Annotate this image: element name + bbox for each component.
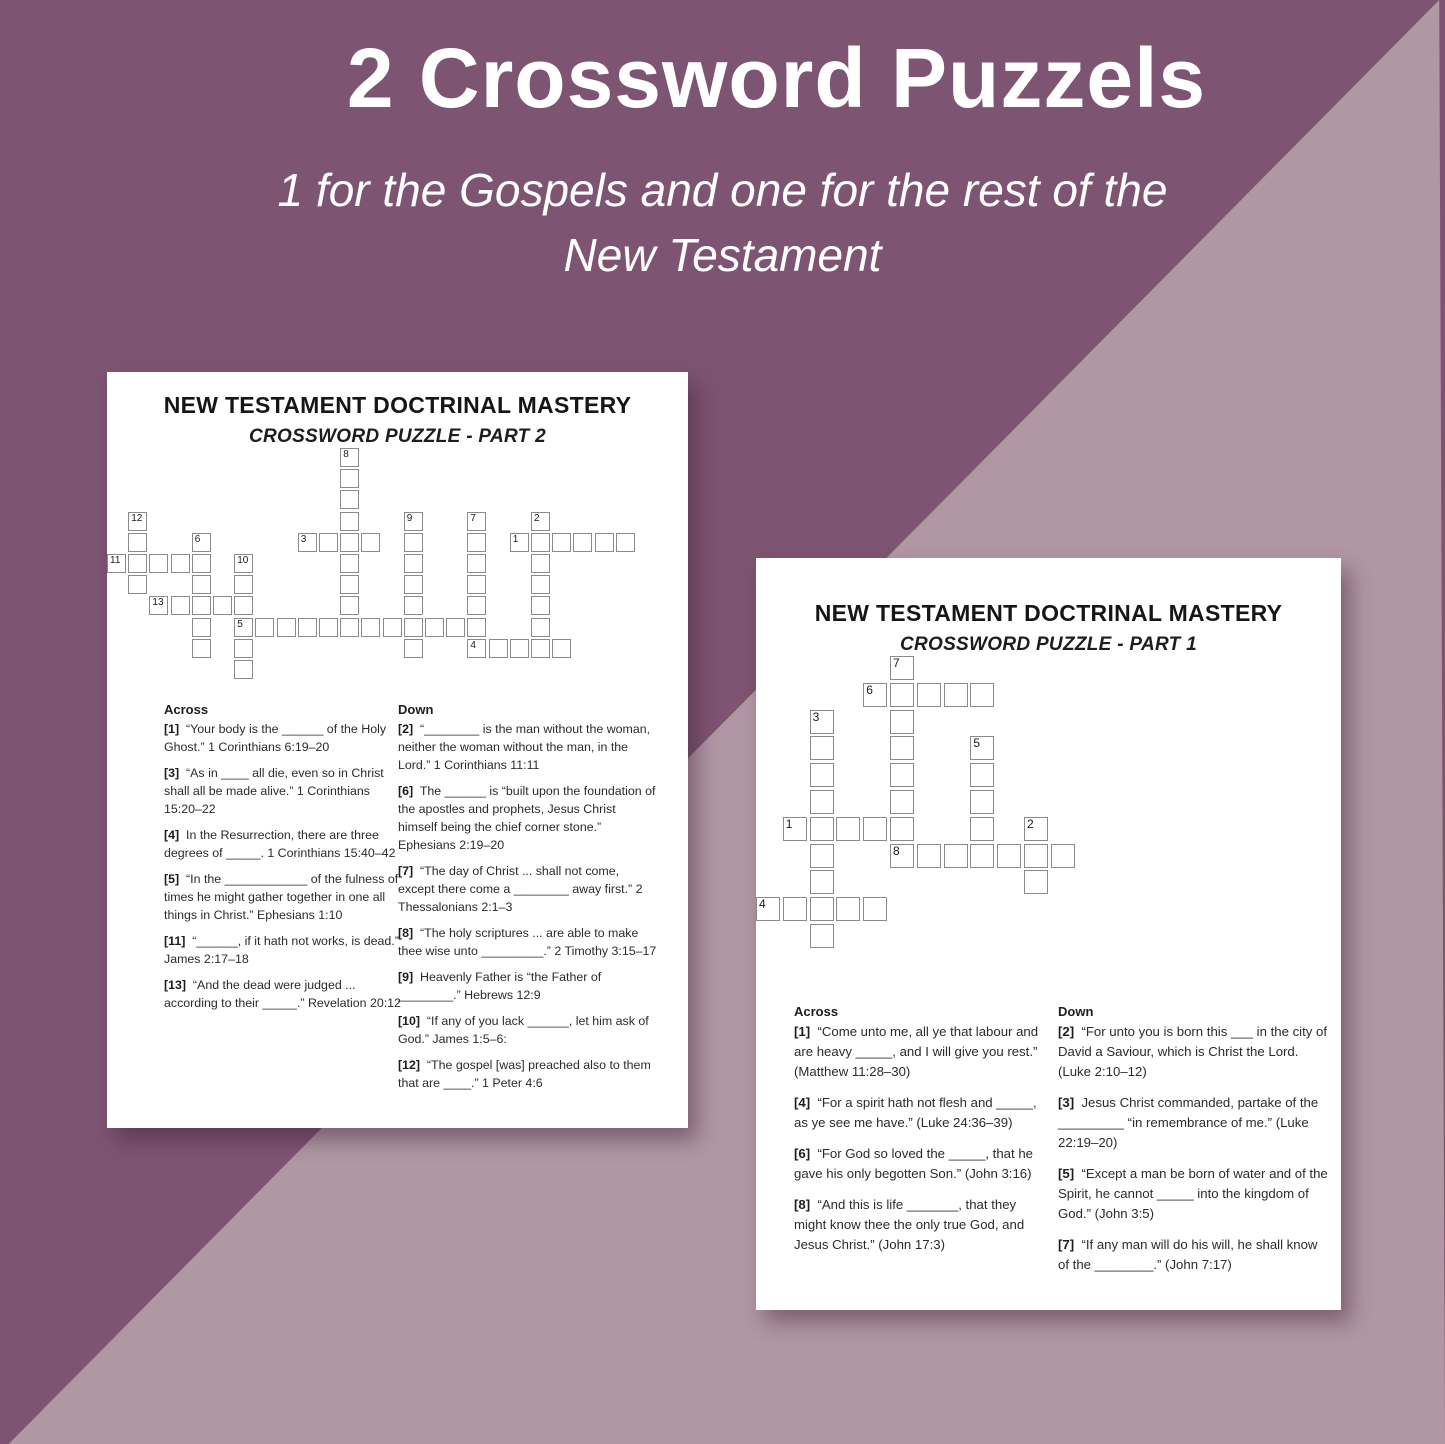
clue-text: In the Resurrection, there are three degrees of _____. 1 Corinthians 15:40–42: [164, 828, 396, 860]
grid-cell: [340, 469, 359, 488]
down-header: Down: [1058, 1004, 1094, 1019]
clue-item: [1058, 1093, 1330, 1153]
clue-item: [164, 870, 402, 924]
grid-cell: [836, 817, 860, 841]
cell-number: 1: [512, 533, 519, 545]
cell-number: 8: [893, 843, 900, 858]
clue-number: [5]: [164, 872, 180, 886]
grid-cell: [298, 618, 317, 637]
clue-item: [398, 862, 658, 916]
worksheet-page-part2: [107, 372, 688, 1128]
clue-item: [398, 924, 658, 960]
grid-cell: [128, 533, 147, 552]
grid-cell: [890, 683, 914, 707]
grid-cell: [810, 763, 834, 787]
grid-cell: [319, 618, 338, 637]
clue-number: [5]: [1058, 1166, 1075, 1181]
cell-number: 4: [470, 639, 476, 651]
grid-cell: [783, 817, 807, 841]
grid-cell: [890, 763, 914, 787]
grid-cell: [552, 533, 571, 552]
grid-cell: [425, 618, 444, 637]
cell-number: 10: [237, 555, 249, 566]
grid-cell: [810, 736, 834, 760]
grid-cell: [531, 533, 550, 552]
clue-text: “The gospel [was] preached also to them that are ____.” 1 Peter 4:6: [398, 1058, 651, 1090]
cell-number: 13: [152, 597, 164, 609]
cell-number: 11: [110, 555, 121, 566]
clue-number: [13]: [164, 978, 187, 992]
clue-number: [1]: [164, 722, 180, 736]
poster-subtitle: [0, 158, 1445, 289]
clue-number: [10]: [398, 1014, 421, 1028]
clue-text: “In the ____________ of the fulness of times he might gather together in one all things in Christ.” Ephesians 1:10: [164, 872, 399, 922]
clue-item: [794, 1022, 1052, 1082]
grid-cell: [863, 897, 887, 921]
clue-text: “And the dead were judged ... according to their _____.” Revelation 20:12: [164, 978, 401, 1010]
down-clue-list: [1058, 1022, 1330, 1275]
clue-item: [164, 932, 402, 968]
grid-cell: [340, 512, 359, 531]
across-header: Across: [164, 702, 209, 717]
grid-cell: [810, 710, 834, 734]
grid-cell: [404, 533, 423, 552]
cell-number: 4: [759, 897, 766, 912]
cell-number: 7: [470, 512, 476, 524]
grid-cell: [997, 844, 1021, 868]
clue-text: “________ is the man without the woman, neither the woman without the man, in the Lord.” 1 Corinthians 11:11: [398, 722, 651, 772]
clue-item: [398, 1056, 658, 1092]
grid-cell: [128, 575, 147, 594]
grid-cell: [383, 618, 402, 637]
cell-number: 6: [866, 682, 873, 697]
grid-cell: [510, 639, 529, 658]
grid-cell: [890, 736, 914, 760]
grid-cell: [171, 554, 190, 573]
grid-cell: [810, 790, 834, 814]
part1-across-clues: [794, 1004, 1052, 1266]
clue-item: [1058, 1164, 1330, 1224]
clue-item: [398, 968, 658, 1004]
cell-number: 2: [534, 512, 540, 524]
grid-cell: [917, 844, 941, 868]
clue-number: [9]: [398, 970, 414, 984]
clue-item: [794, 1144, 1052, 1184]
grid-cell: [810, 817, 834, 841]
across-clue-list: [794, 1022, 1052, 1255]
clue-text: Jesus Christ commanded, partake of the _________ “in remembrance of me.” (Luke 22:19–20): [1058, 1095, 1319, 1150]
grid-cell: [810, 924, 834, 948]
grid-cell: [277, 618, 296, 637]
grid-cell: [467, 533, 486, 552]
grid-cell: [361, 618, 380, 637]
clue-text: “Except a man be born of water and of the Spirit, he cannot _____ into the kingdom of God.” (John 3:5): [1058, 1166, 1328, 1221]
clue-text: “For God so loved the _____, that he gave his only begotten Son.” (John 3:16): [794, 1146, 1033, 1181]
cell-number: 8: [343, 449, 349, 460]
grid-cell: [149, 554, 168, 573]
across-clue-list: [164, 720, 402, 1012]
grid-cell: [1024, 817, 1048, 841]
grid-cell: [756, 897, 780, 921]
clue-item: [398, 782, 658, 854]
clue-text: “The day of Christ ... shall not come, except there come a ________ away first.” 2 Thessalonians 2:1–3: [398, 864, 643, 914]
grid-cell: [890, 710, 914, 734]
grid-cell: [836, 897, 860, 921]
grid-cell: [970, 817, 994, 841]
grid-cell: [192, 533, 211, 552]
grid-cell: [467, 512, 486, 531]
grid-cell: [1024, 844, 1048, 868]
grid-cell: [970, 763, 994, 787]
grid-cell: [340, 596, 359, 615]
clue-text: “And this is life _______, that they might know thee the only true God, and Jesus Christ.” (John 17:3): [794, 1197, 1025, 1252]
grid-cell: [340, 490, 359, 509]
clue-text: “As in ____ all die, even so in Christ shall all be made alive.” 1 Corinthians 15:20–22: [164, 766, 384, 816]
grid-cell: [404, 639, 423, 658]
grid-cell: [531, 554, 550, 573]
clue-number: [7]: [398, 864, 414, 878]
cell-number: 3: [300, 533, 307, 545]
grid-cell: [192, 618, 211, 637]
grid-cell: [552, 639, 571, 658]
grid-cell: [361, 533, 380, 552]
poster-subtitle-line1: 1 for the Gospels and one for the rest of the: [277, 164, 1168, 216]
grid-cell: [467, 618, 486, 637]
grid-cell: [890, 790, 914, 814]
page1-subtitle: CROSSWORD PUZZLE - PART 1: [899, 634, 1198, 655]
grid-cell: [944, 844, 968, 868]
grid-cell: [783, 897, 807, 921]
part1-down-clues: [1058, 1004, 1330, 1286]
cell-number: 6: [194, 533, 201, 545]
grid-cell: [404, 596, 423, 615]
cell-number: 1: [785, 816, 793, 831]
grid-cell: [107, 554, 126, 573]
clue-number: [6]: [398, 784, 414, 798]
grid-cell: [213, 596, 232, 615]
grid-cell: [128, 554, 147, 573]
clue-text: “If any of you lack ______, let him ask of God.” James 1:5–6:: [398, 1014, 649, 1046]
worksheet-page-part1: [756, 558, 1341, 1310]
clue-item: [1058, 1235, 1330, 1275]
poster-title: 2 Crossword Puzzels: [346, 31, 1207, 125]
grid-cell: [404, 618, 423, 637]
grid-cell: [340, 554, 359, 573]
grid-cell: [149, 596, 168, 615]
cell-number: 3: [812, 709, 820, 724]
clue-number: [4]: [794, 1095, 811, 1110]
grid-cell: [970, 790, 994, 814]
page1-title: NEW TESTAMENT DOCTRINAL MASTERY: [814, 600, 1283, 626]
clue-text: “______, if it hath not works, is dead.” James 2:17–18: [164, 934, 399, 966]
grid-cell: [446, 618, 465, 637]
grid-cell: [404, 554, 423, 573]
across-header: Across: [794, 1004, 839, 1019]
grid-cell: [863, 683, 887, 707]
clue-text: “Come unto me, all ye that labour and are heavy _____, and I will give you rest.” (Matthew 11:28–30): [794, 1024, 1039, 1079]
grid-cell: [890, 656, 914, 680]
grid-cell: [192, 596, 211, 615]
poster-subtitle-line2: New Testament: [563, 229, 882, 282]
part2-down-clues: [398, 702, 658, 1100]
grid-cell: [510, 533, 529, 552]
grid-cell: [192, 575, 211, 594]
clue-number: [12]: [398, 1058, 421, 1072]
grid-cell: [890, 817, 914, 841]
grid-cell: [531, 512, 550, 531]
grid-cell: [810, 844, 834, 868]
grid-cell: [863, 817, 887, 841]
grid-cell: [810, 870, 834, 894]
crossword-grid-part2: [107, 448, 635, 679]
clue-item: [1058, 1022, 1330, 1082]
clue-item: [164, 764, 402, 818]
grid-cell: [531, 596, 550, 615]
grid-cell: [970, 844, 994, 868]
clue-number: [11]: [164, 934, 186, 948]
grid-cell: [192, 554, 211, 573]
clue-item: [164, 976, 402, 1012]
down-clue-list: [398, 720, 658, 1092]
grid-cell: [970, 736, 994, 760]
grid-cell: [531, 639, 550, 658]
grid-cell: [616, 533, 635, 552]
grid-cell: [340, 533, 359, 552]
grid-cell: [970, 683, 994, 707]
clue-item: [794, 1195, 1052, 1255]
crossword-grid-part1: [756, 656, 1075, 948]
grid-cell: [810, 897, 834, 921]
clue-number: [4]: [164, 828, 180, 842]
clue-text: “If any man will do his will, he shall know of the ________.” (John 7:17): [1058, 1237, 1318, 1272]
grid-cell: [234, 618, 253, 637]
clue-number: [8]: [398, 926, 414, 940]
clue-item: [164, 826, 402, 862]
grid-cell: [1051, 844, 1075, 868]
clue-text: The ______ is “built upon the foundation of the apostles and prophets, Jesus Christ himself being the chief corner stone.” Ephesians 2:19–20: [398, 784, 656, 852]
grid-cell: [573, 533, 592, 552]
grid-cell: [531, 575, 550, 594]
clue-number: [6]: [794, 1146, 811, 1161]
cell-number: 12: [131, 512, 143, 524]
grid-cell: [944, 683, 968, 707]
grid-cell: [234, 554, 253, 573]
grid-cell: [1024, 870, 1048, 894]
grid-cell: [595, 533, 614, 552]
grid-cell: [128, 512, 147, 531]
clue-text: “The holy scriptures ... are able to make thee wise unto _________.” 2 Timothy 3:15–17: [398, 926, 657, 958]
clue-text: “For a spirit hath not flesh and _____, as ye see me have.” (Luke 24:36–39): [794, 1095, 1037, 1130]
grid-cell: [234, 639, 253, 658]
grid-cell: [531, 618, 550, 637]
grid-cell: [404, 575, 423, 594]
grid-cell: [234, 660, 253, 679]
clue-text: Heavenly Father is “the Father of ________.” Hebrews 12:9: [398, 970, 602, 1002]
clue-number: [2]: [1058, 1024, 1075, 1039]
clue-number: [1]: [794, 1024, 811, 1039]
clue-text: “For unto you is born this ___ in the city of David a Saviour, which is Christ the Lord. (Luke 2:10–12): [1058, 1024, 1328, 1079]
grid-cell: [340, 448, 359, 467]
grid-cell: [404, 512, 423, 531]
cell-number: 5: [973, 736, 981, 751]
clue-number: [3]: [164, 766, 180, 780]
part2-across-clues: [164, 702, 402, 1020]
cell-number: 2: [1027, 816, 1034, 831]
cell-number: 9: [406, 512, 413, 524]
clue-number: [7]: [1058, 1237, 1075, 1252]
grid-cell: [192, 639, 211, 658]
grid-cell: [234, 575, 253, 594]
grid-cell: [255, 618, 274, 637]
grid-cell: [467, 575, 486, 594]
grid-cell: [171, 596, 190, 615]
grid-cell: [298, 533, 317, 552]
cell-number: 5: [237, 618, 243, 630]
clue-item: [398, 720, 658, 774]
grid-cell: [467, 639, 486, 658]
clue-item: [164, 720, 402, 756]
cell-number: 7: [893, 656, 900, 670]
grid-cell: [917, 683, 941, 707]
grid-cell: [890, 844, 914, 868]
clue-text: “Your body is the ______ of the Holy Ghost.” 1 Corinthians 6:19–20: [164, 722, 387, 754]
grid-cell: [467, 596, 486, 615]
grid-cell: [340, 575, 359, 594]
grid-cell: [234, 596, 253, 615]
grid-cell: [467, 554, 486, 573]
clue-number: [8]: [794, 1197, 811, 1212]
clue-item: [398, 1012, 658, 1048]
clue-item: [794, 1093, 1052, 1133]
down-header: Down: [398, 702, 434, 717]
clue-number: [3]: [1058, 1095, 1075, 1110]
grid-cell: [340, 618, 359, 637]
grid-cell: [319, 533, 338, 552]
clue-number: [2]: [398, 722, 414, 736]
page2-title: NEW TESTAMENT DOCTRINAL MASTERY: [163, 392, 632, 418]
page2-subtitle: CROSSWORD PUZZLE - PART 2: [248, 426, 547, 447]
grid-cell: [489, 639, 508, 658]
